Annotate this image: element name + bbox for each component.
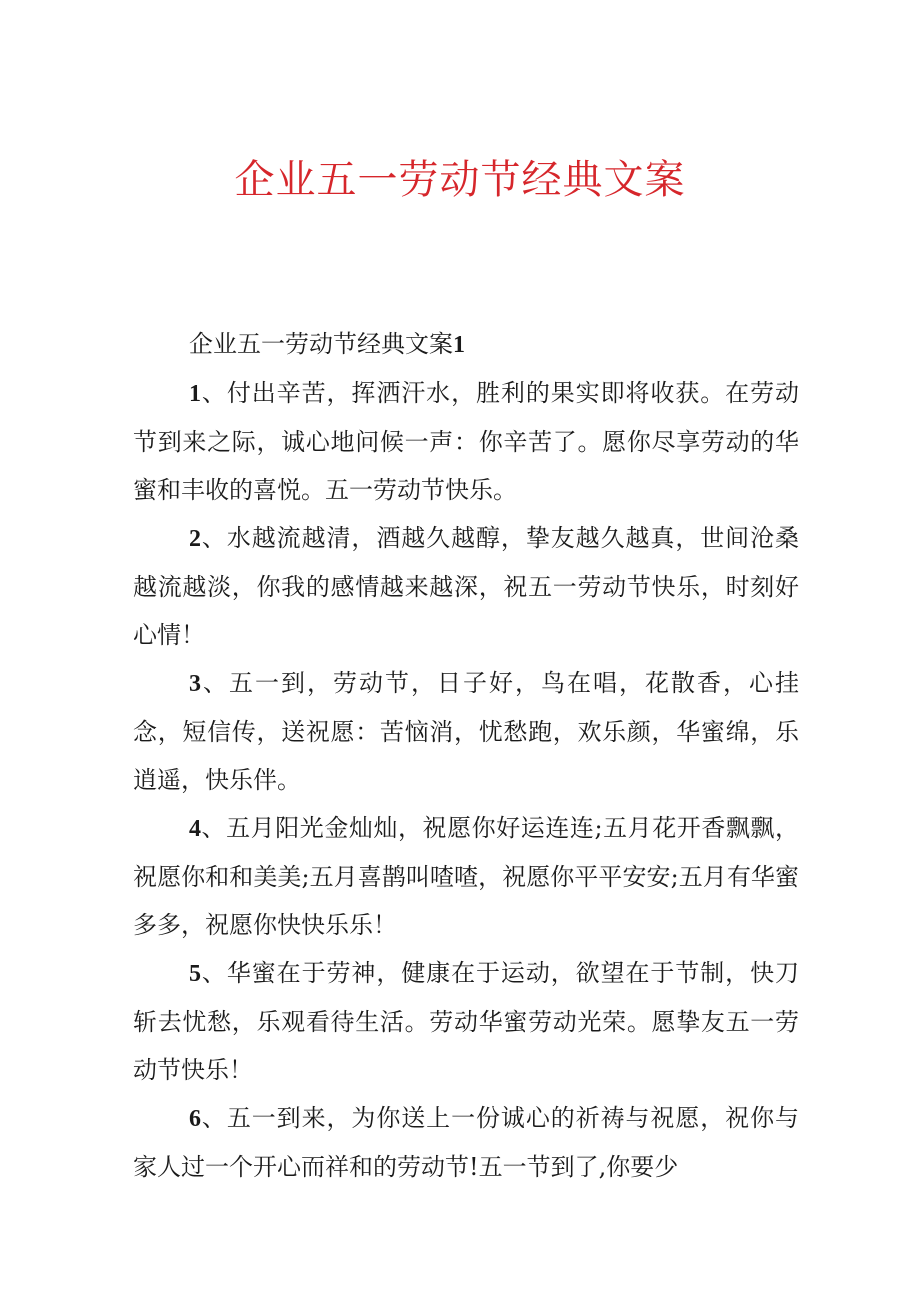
paragraph-number: 2 <box>189 526 201 552</box>
paragraph-number: 1 <box>189 381 201 407</box>
paragraph-5 <box>133 949 799 1094</box>
paragraph-text: 、五一到，劳动节，日子好，鸟在唱，花散香，心挂念，短信传，送祝愿：苦恼消，忧愁跑，欢乐颜，华蜜绵，乐逍遥，快乐伴。 <box>133 669 799 794</box>
paragraph-6 <box>133 1094 799 1191</box>
paragraph-4 <box>133 804 799 949</box>
paragraph-number: 4 <box>189 816 201 842</box>
document-title: 企业五一劳动节经典文案 <box>234 157 686 203</box>
paragraph-number: 3 <box>189 671 201 697</box>
paragraph-text: 、华蜜在于劳神，健康在于运动，欲望在于节制，快刀斩去忧愁，乐观看待生活。劳动华蜜劳动光荣。愿挚友五一劳动节快乐！ <box>133 959 799 1084</box>
section-heading <box>133 320 799 369</box>
paragraph-text: 、付出辛苦，挥洒汗水，胜利的果实即将收获。在劳动节到来之际，诚心地问候一声：你辛苦了。愿你尽享劳动的华蜜和丰收的喜悦。五一劳动节快乐。 <box>133 379 799 504</box>
paragraph-3 <box>133 659 799 804</box>
paragraph-text: 、五月阳光金灿灿，祝愿你好运连连;五月花开香飘飘，祝愿你和和美美;五月喜鹊叫喳喳，祝愿你平平安安;五月有华蜜多多，祝愿你快快乐乐！ <box>133 814 799 939</box>
paragraph-text: 、水越流越清，酒越久越醇，挚友越久越真，世间沧桑越流越淡，你我的感情越来越深，祝五一劳动节快乐，时刻好心情！ <box>133 524 799 649</box>
paragraph-number: 6 <box>189 1106 201 1132</box>
paragraph-text: 、五一到来，为你送上一份诚心的祈祷与祝愿，祝你与家人过一个开心而祥和的劳动节!五一节到了,你要少 <box>133 1104 799 1181</box>
paragraph-1 <box>133 369 799 514</box>
section-heading-number: 1 <box>453 332 465 358</box>
paragraph-number: 5 <box>189 961 201 987</box>
section-heading-text: 企业五一劳动节经典文案 <box>189 330 453 358</box>
document-body <box>133 320 799 1191</box>
paragraph-2 <box>133 514 799 659</box>
